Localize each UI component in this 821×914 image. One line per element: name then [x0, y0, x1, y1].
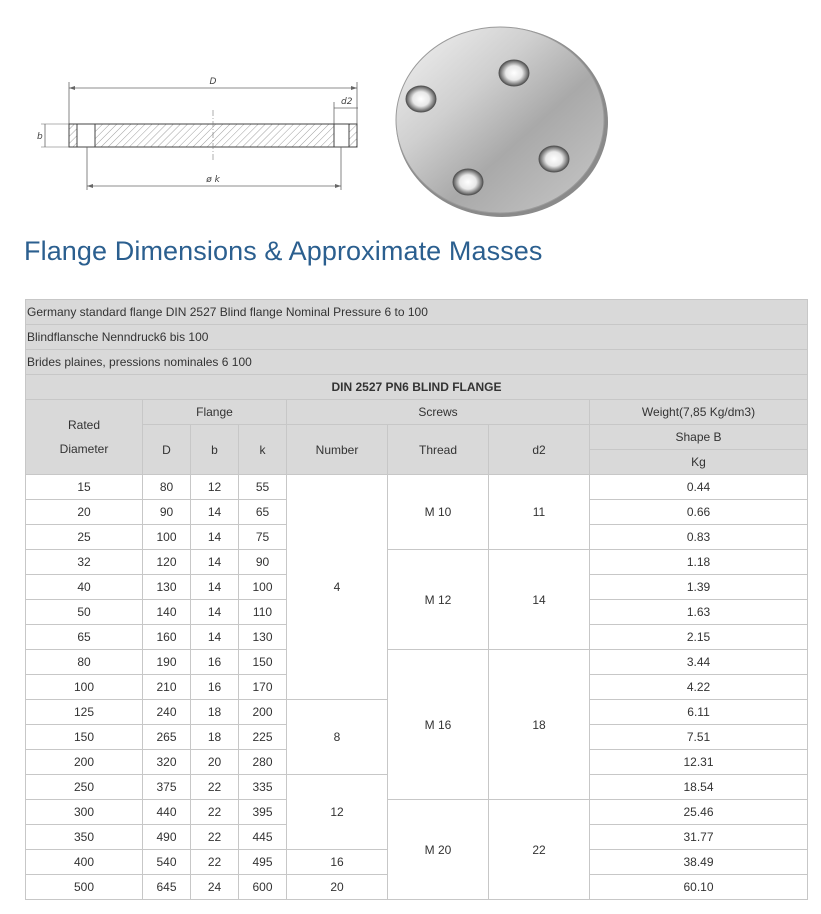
label-D: D: [209, 77, 217, 87]
cell-rated-diameter: 40: [26, 575, 143, 600]
cell-b: 18: [191, 700, 239, 725]
cell-thread: M 20: [388, 800, 489, 900]
header-D: D: [143, 425, 191, 475]
cell-weight-kg: 0.83: [590, 525, 808, 550]
cell-k: 150: [239, 650, 287, 675]
flange-technical-drawing: [25, 60, 370, 200]
cell-weight-kg: 6.11: [590, 700, 808, 725]
cell-b: 18: [191, 725, 239, 750]
cell-rated-diameter: 20: [26, 500, 143, 525]
cell-weight-kg: 12.31: [590, 750, 808, 775]
cell-thread: M 10: [388, 475, 489, 550]
cell-D: 100: [143, 525, 191, 550]
cell-rated-diameter: 500: [26, 875, 143, 900]
cell-weight-kg: 3.44: [590, 650, 808, 675]
cell-rated-diameter: 25: [26, 525, 143, 550]
cell-weight-kg: 18.54: [590, 775, 808, 800]
cell-D: 645: [143, 875, 191, 900]
header-k: k: [239, 425, 287, 475]
table-row: [26, 650, 808, 675]
blind-flange-photo: [388, 22, 613, 222]
cell-screw-number: 12: [287, 775, 388, 850]
cell-k: 495: [239, 850, 287, 875]
cell-weight-kg: 0.44: [590, 475, 808, 500]
cell-k: 100: [239, 575, 287, 600]
cell-rated-diameter: 125: [26, 700, 143, 725]
cell-k: 225: [239, 725, 287, 750]
cell-screw-number: 20: [287, 875, 388, 900]
cell-k: 65: [239, 500, 287, 525]
cell-k: 90: [239, 550, 287, 575]
cell-weight-kg: 38.49: [590, 850, 808, 875]
cell-k: 600: [239, 875, 287, 900]
cell-k: 110: [239, 600, 287, 625]
cell-screw-number: 8: [287, 700, 388, 775]
label-k: ø k: [206, 175, 220, 185]
flange-spec-table: [25, 299, 808, 900]
cell-k: 200: [239, 700, 287, 725]
header-screws: Screws: [287, 400, 590, 425]
label-d2: d2: [341, 97, 353, 107]
cell-b: 22: [191, 825, 239, 850]
product-images: [0, 0, 821, 225]
cell-screw-number: 4: [287, 475, 388, 700]
cell-rated-diameter: 15: [26, 475, 143, 500]
cell-D: 320: [143, 750, 191, 775]
cell-d2: 22: [489, 800, 590, 900]
cell-D: 210: [143, 675, 191, 700]
header-shape: Shape B: [590, 425, 808, 450]
table-title: DIN 2527 PN6 BLIND FLANGE: [26, 375, 808, 400]
cell-D: 190: [143, 650, 191, 675]
cell-b: 22: [191, 800, 239, 825]
cell-b: 22: [191, 850, 239, 875]
cell-b: 16: [191, 675, 239, 700]
cell-b: 14: [191, 575, 239, 600]
cell-b: 22: [191, 775, 239, 800]
cell-D: 440: [143, 800, 191, 825]
cell-D: 90: [143, 500, 191, 525]
cell-k: 170: [239, 675, 287, 700]
cell-D: 140: [143, 600, 191, 625]
cell-rated-diameter: 300: [26, 800, 143, 825]
cell-thread: M 16: [388, 650, 489, 800]
cell-b: 14: [191, 500, 239, 525]
note-row: Blindflansche Nenndruck6 bis 100: [26, 325, 808, 350]
cell-rated-diameter: 65: [26, 625, 143, 650]
cell-d2: 14: [489, 550, 590, 650]
cell-D: 375: [143, 775, 191, 800]
header-number: Number: [287, 425, 388, 475]
cell-b: 14: [191, 600, 239, 625]
cell-k: 280: [239, 750, 287, 775]
cell-d2: 18: [489, 650, 590, 800]
table-row: [26, 475, 808, 500]
cell-b: 24: [191, 875, 239, 900]
note-row: Germany standard flange DIN 2527 Blind flange Nominal Pressure 6 to 100: [26, 300, 808, 325]
cell-D: 80: [143, 475, 191, 500]
cell-rated-diameter: 32: [26, 550, 143, 575]
cell-thread: M 12: [388, 550, 489, 650]
note-row: Brides plaines, pressions nominales 6 100: [26, 350, 808, 375]
cell-weight-kg: 31.77: [590, 825, 808, 850]
cell-b: 20: [191, 750, 239, 775]
cell-k: 335: [239, 775, 287, 800]
cell-b: 14: [191, 525, 239, 550]
cell-k: 395: [239, 800, 287, 825]
header-rated-diameter: Rated Diameter: [26, 400, 143, 475]
cell-weight-kg: 1.18: [590, 550, 808, 575]
table-row: [26, 550, 808, 575]
cell-screw-number: 16: [287, 850, 388, 875]
header-kg: Kg: [590, 450, 808, 475]
cell-d2: 11: [489, 475, 590, 550]
cell-weight-kg: 60.10: [590, 875, 808, 900]
cell-rated-diameter: 80: [26, 650, 143, 675]
cell-b: 12: [191, 475, 239, 500]
cell-weight-kg: 7.51: [590, 725, 808, 750]
cell-b: 14: [191, 625, 239, 650]
table-row: [26, 800, 808, 825]
cell-D: 540: [143, 850, 191, 875]
cell-rated-diameter: 400: [26, 850, 143, 875]
header-b: b: [191, 425, 239, 475]
cell-k: 130: [239, 625, 287, 650]
cell-k: 55: [239, 475, 287, 500]
header-flange: Flange: [143, 400, 287, 425]
cell-k: 75: [239, 525, 287, 550]
cell-D: 490: [143, 825, 191, 850]
cell-D: 160: [143, 625, 191, 650]
page-heading: Flange Dimensions & Approximate Masses: [24, 236, 543, 266]
label-b: b: [37, 132, 43, 142]
cell-weight-kg: 25.46: [590, 800, 808, 825]
cell-b: 14: [191, 550, 239, 575]
cell-D: 240: [143, 700, 191, 725]
cell-rated-diameter: 100: [26, 675, 143, 700]
cell-rated-diameter: 350: [26, 825, 143, 850]
cell-rated-diameter: 150: [26, 725, 143, 750]
header-thread: Thread: [388, 425, 489, 475]
cell-D: 265: [143, 725, 191, 750]
cell-k: 445: [239, 825, 287, 850]
cell-weight-kg: 1.63: [590, 600, 808, 625]
header-weight: Weight(7,85 Kg/dm3): [590, 400, 808, 425]
cell-rated-diameter: 200: [26, 750, 143, 775]
cell-weight-kg: 4.22: [590, 675, 808, 700]
cell-weight-kg: 0.66: [590, 500, 808, 525]
cell-b: 16: [191, 650, 239, 675]
cell-D: 120: [143, 550, 191, 575]
cell-rated-diameter: 50: [26, 600, 143, 625]
cell-rated-diameter: 250: [26, 775, 143, 800]
cell-weight-kg: 1.39: [590, 575, 808, 600]
cell-weight-kg: 2.15: [590, 625, 808, 650]
header-d2: d2: [489, 425, 590, 475]
cell-D: 130: [143, 575, 191, 600]
